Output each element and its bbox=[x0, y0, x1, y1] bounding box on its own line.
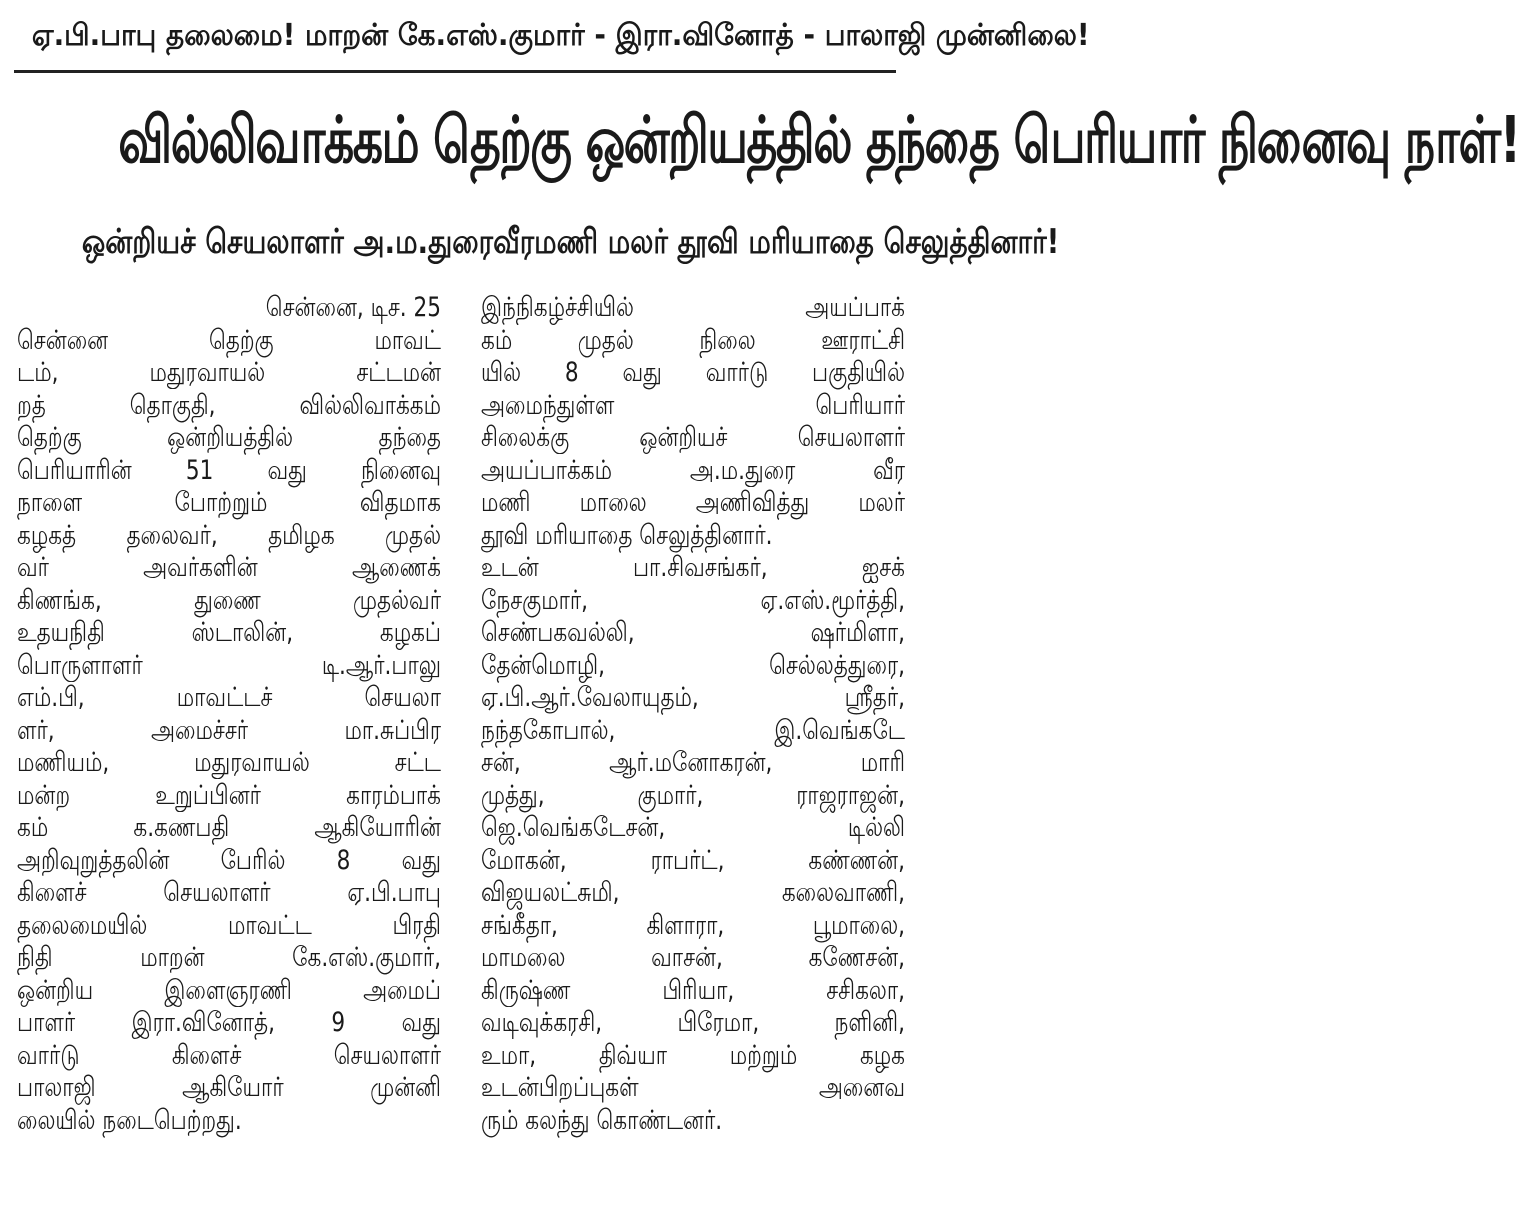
article-column-right bbox=[481, 292, 905, 1137]
body-line: நந்தகோபால், இ.வெங்கடே bbox=[481, 714, 905, 746]
body-line: ளர், அமைச்சர் மா.சுப்பிர bbox=[17, 714, 441, 746]
body-line: வார்டு கிளைச் செயலாளர் bbox=[17, 1039, 441, 1071]
body-line: கிளைச் செயலாளர் ஏ.பி.பாபு bbox=[17, 877, 441, 908]
body-line: தூவி மரியாதை செலுத்தினார். bbox=[481, 519, 773, 551]
body-line: சங்கீதா, கிளாரா, பூமாலை, bbox=[481, 909, 905, 941]
body-line: கம் க.கணபதி ஆகியோரின் bbox=[17, 812, 441, 843]
body-line: உமா, திவ்யா மற்றும் கழக bbox=[481, 1039, 905, 1071]
body-line: அயப்பாக்கம் அ.ம.துரை வீர bbox=[481, 454, 905, 486]
body-line: வடிவுக்கரசி, பிரேமா, நளினி, bbox=[481, 1007, 905, 1038]
body-line: உடன் பா.சிவசங்கர், ஐசக் bbox=[481, 552, 905, 583]
body-line: ஜெ.வெங்கடேசன், டில்லி bbox=[481, 812, 905, 843]
body-line: நாளை போற்றும் விதமாக bbox=[17, 487, 441, 518]
body-line: எம்.பி, மாவட்டச் செயலா bbox=[17, 682, 441, 713]
body-line: மன்ற உறுப்பினர் காரம்பாக் bbox=[17, 779, 441, 811]
body-line: சன், ஆர்.மனோகரன், மாரி bbox=[481, 747, 905, 778]
body-line: பாலாஜி ஆகியோர் முன்னி bbox=[17, 1072, 441, 1103]
body-line: நிதி மாறன் கே.எஸ்.குமார், bbox=[17, 942, 441, 973]
body-line: கழகத் தலைவர், தமிழக முதல் bbox=[17, 519, 441, 551]
body-line: மோகன், ராபர்ட், கண்ணன், bbox=[481, 844, 905, 876]
article-column-left bbox=[17, 292, 441, 1137]
body-line: உதயநிதி ஸ்டாலின், கழகப் bbox=[17, 617, 441, 648]
body-line: பாளர் இரா.வினோத், 9 வது bbox=[17, 1007, 441, 1038]
body-line: கிருஷ்ண பிரியா, சசிகலா, bbox=[481, 974, 905, 1006]
body-line: ஒன்றிய இளைஞரணி அமைப் bbox=[17, 974, 441, 1006]
body-line: உடன்பிறப்புகள் அனைவ bbox=[481, 1072, 905, 1103]
subheadline: ஒன்றியச் செயலாளர் அ.ம.துரைவீரமணி மலர் தூவி மரியாதை செலுத்தினார்! bbox=[81, 222, 1060, 262]
body-line: செண்பகவல்லி, ஷர்மிளா, bbox=[481, 617, 905, 648]
body-line: தலைமையில் மாவட்ட பிரதி bbox=[17, 909, 441, 941]
headline: வில்லிவாக்கம் தெற்கு ஒன்றியத்தில் தந்தை பெரியார் நினைவு நாள்! bbox=[118, 104, 1520, 178]
body-line: தேன்மொழி, செல்லத்துரை, bbox=[481, 649, 905, 681]
body-line: மணியம், மதுரவாயல் சட்ட bbox=[17, 747, 441, 778]
header-divider bbox=[14, 70, 896, 73]
body-line: கிணங்க, துணை முதல்வர் bbox=[17, 584, 441, 616]
body-line: தெற்கு ஒன்றியத்தில் தந்தை bbox=[17, 422, 441, 453]
body-line: ரும் கலந்து கொண்டனர். bbox=[481, 1104, 723, 1136]
body-line: டம், மதுரவாயல் சட்டமன் bbox=[17, 357, 441, 388]
body-line: பொருளாளர் டி.ஆர்.பாலு bbox=[17, 649, 441, 681]
body-line: றத் தொகுதி, வில்லிவாக்கம் bbox=[17, 389, 441, 421]
body-line: மாமலை வாசன், கணேசன், bbox=[481, 942, 905, 973]
body-line: அறிவுறுத்தலின் பேரில் 8 வது bbox=[17, 844, 441, 876]
body-line: ஏ.பி.ஆர்.வேலாயுதம், ஸ்ரீதர், bbox=[481, 682, 905, 713]
body-line: அமைந்துள்ள பெரியார் bbox=[481, 389, 905, 421]
body-line: பெரியாரின் 51 வது நினைவு bbox=[17, 454, 441, 486]
body-line: வர் அவர்களின் ஆணைக் bbox=[17, 552, 441, 583]
body-line: முத்து, குமார், ராஜராஜன், bbox=[481, 779, 905, 811]
dateline: சென்னை, டிச. 25 bbox=[265, 292, 441, 323]
body-line: சிலைக்கு ஒன்றியச் செயலாளர் bbox=[481, 422, 905, 453]
kicker-line: ஏ.பி.பாபு தலைமை! மாறன் கே.எஸ்.குமார் - இரா.வினோத் - பாலாஜி முன்னிலை! bbox=[31, 18, 1090, 53]
body-line: விஜயலட்சுமி, கலைவாணி, bbox=[481, 877, 905, 908]
body-line: கம் முதல் நிலை ஊராட்சி bbox=[481, 324, 905, 356]
body-line: யில் 8 வது வார்டு பகுதியில் bbox=[481, 357, 905, 388]
body-line: மணி மாலை அணிவித்து மலர் bbox=[481, 487, 905, 518]
body-line: லையில் நடைபெற்றது. bbox=[17, 1104, 242, 1136]
body-line: இந்நிகழ்ச்சியில் அயப்பாக் bbox=[481, 292, 905, 323]
body-line: சென்னை தெற்கு மாவட் bbox=[17, 324, 441, 356]
body-line: நேசகுமார், ஏ.எஸ்.மூர்த்தி, bbox=[481, 584, 905, 616]
